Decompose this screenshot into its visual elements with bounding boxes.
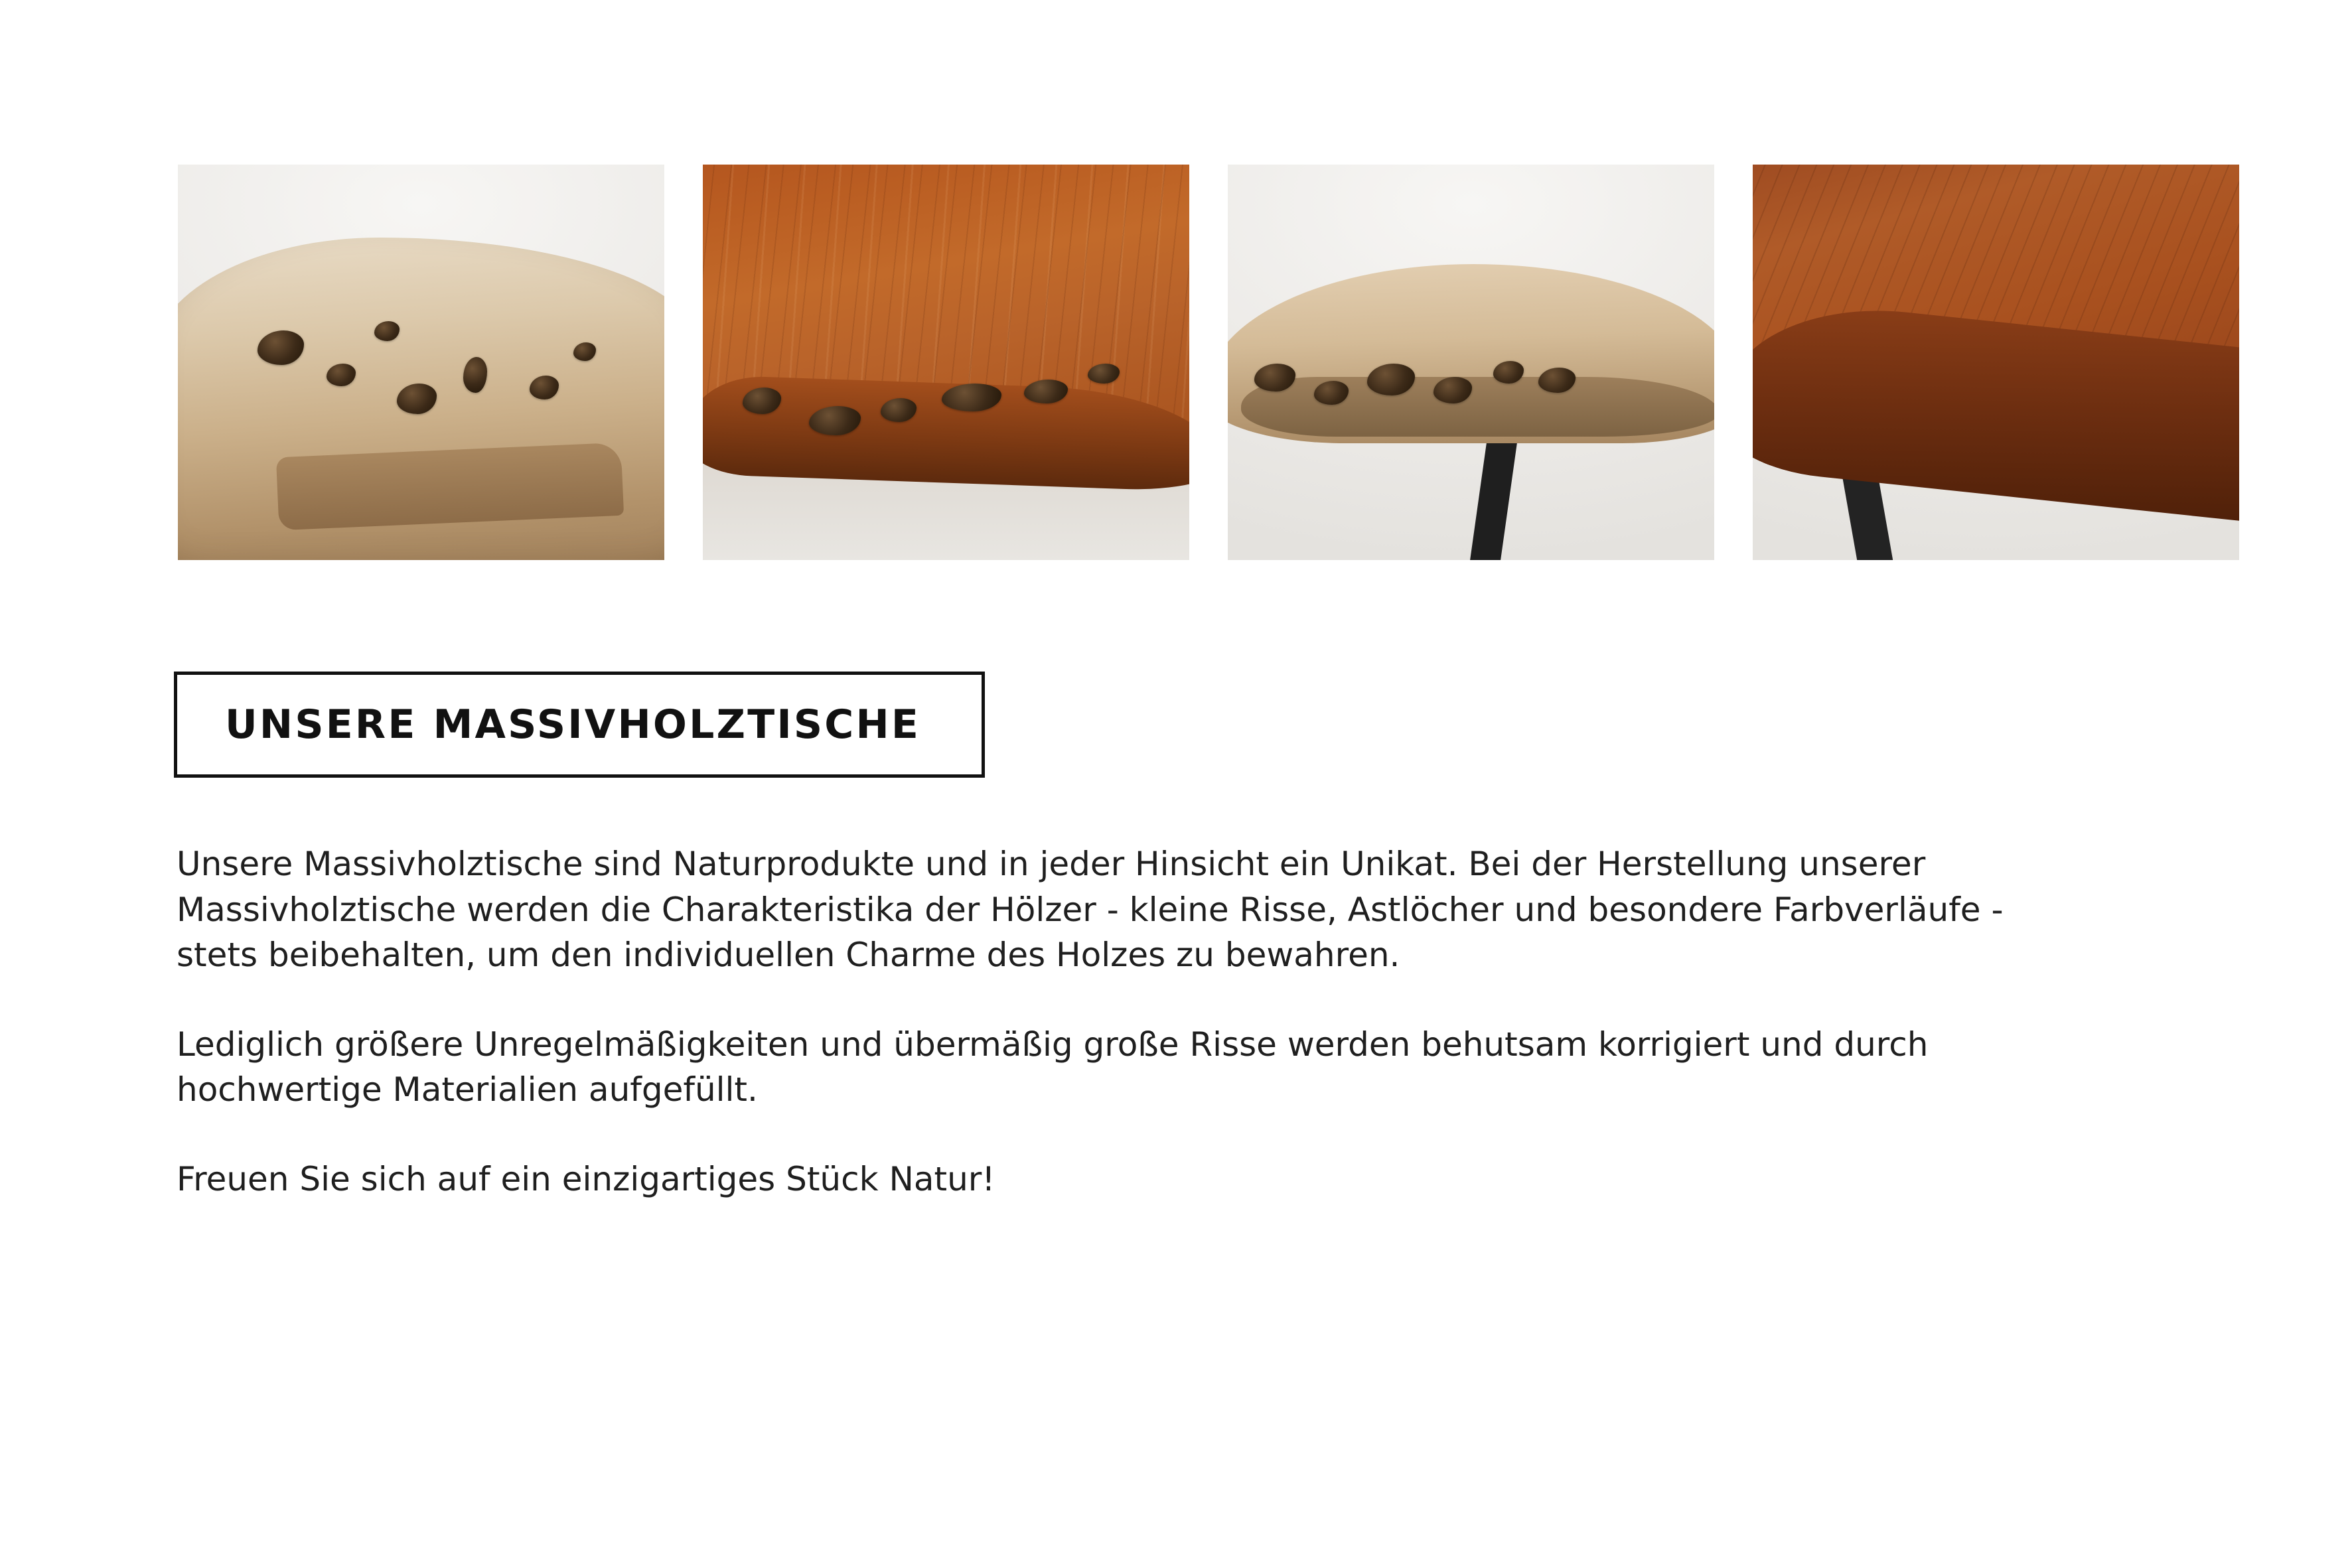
paragraph-3: Freuen Sie sich auf ein einzigartiges Stück Natur! xyxy=(177,1159,995,1198)
paragraph-2: Lediglich größere Unregelmäßigkeiten und übermäßig große Risse werden behutsam korrigiert und durch hochwertige Materialien aufgefüllt. xyxy=(177,1025,1929,1109)
page-title: UNSERE MASSIVHOLZTISCHE xyxy=(225,701,921,748)
body-copy xyxy=(177,841,2055,1202)
gallery-image-3 xyxy=(1228,165,1714,560)
gallery-image-2 xyxy=(703,165,1189,560)
wood-live-edge-shape xyxy=(276,443,624,531)
wood-live-edge-shape xyxy=(1241,377,1714,437)
paragraph-1: Unsere Massivholztische sind Naturprodukte und in jeder Hinsicht ein Unikat. Bei der Herstellung unserer Massivholztische werden die Charakteristika der Hölzer - kleine Risse, Astlöcher und besondere Farbverläufe - stets beibehalten, um den individuellen Charme des Holzes zu bewahren. xyxy=(177,845,2004,974)
section-heading-box xyxy=(174,672,985,778)
gallery-image-4 xyxy=(1753,165,2239,560)
product-image-gallery xyxy=(178,165,2242,560)
gallery-image-1 xyxy=(178,165,664,560)
